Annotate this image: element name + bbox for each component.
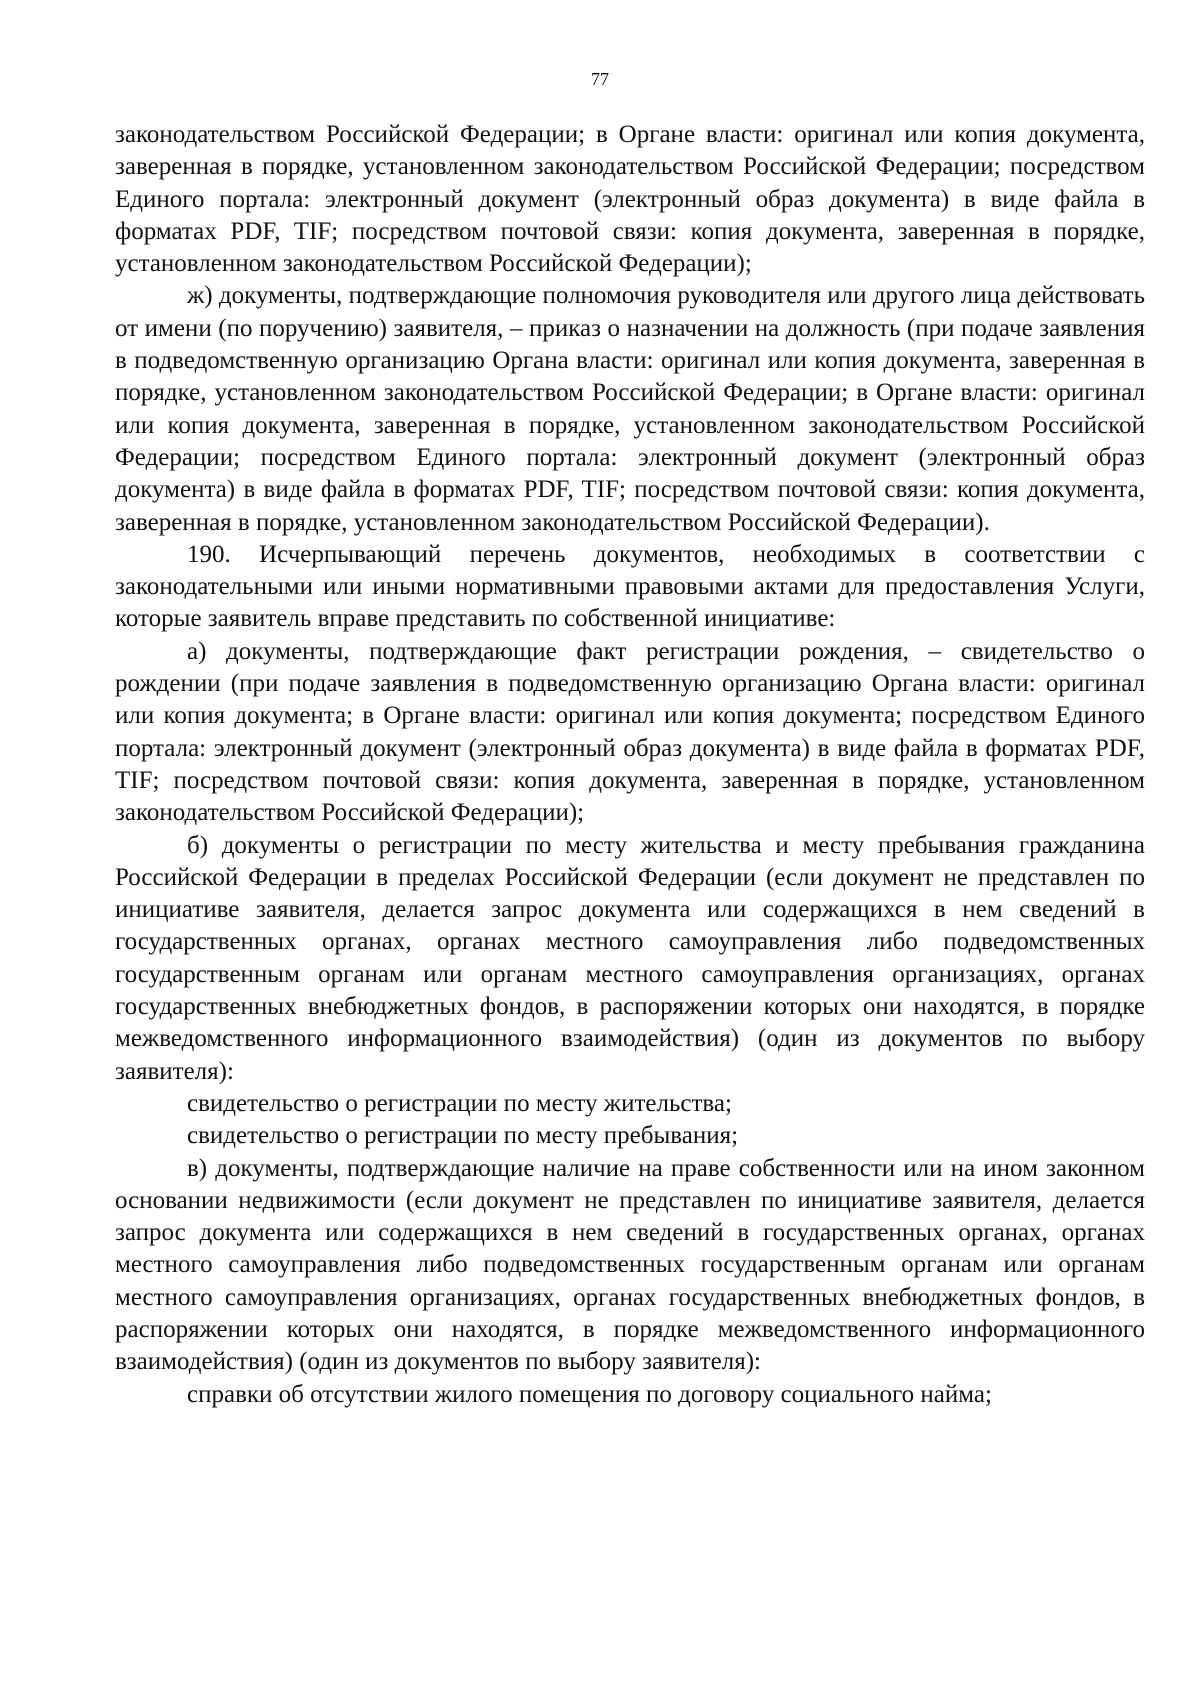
paragraph-stay-certificate: свидетельство о регистрации по месту пребывания; <box>187 1122 739 1150</box>
page-number: 77 <box>591 69 609 89</box>
paragraph-item-b: б) документы о регистрации по месту жительства и месту пребывания гражданина Российской Федерации в пределах Российской Федерации (если документ не представлен по инициативе заявителя, делается запрос документа или содержащихся в нем сведений в государственных органах, органах местного самоуправления либо подведомственных государственным органам или органам местного самоуправления организациях, органах государственных внебюджетных фондов, в распоряжении которых они находятся, в порядке межведомственного информационного взаимодействия) (один из документов по выбору заявителя): <box>115 831 1145 1085</box>
paragraph-residence-certificate: свидетельство о регистрации по месту жительства; <box>187 1089 732 1117</box>
paragraph-item-v: в) документы, подтверждающие наличие на праве собственности или на ином законном основании недвижимости (если документ не представлен по инициативе заявителя, делается запрос документа или содержащихся в нем сведений в государственных органах, органах местного самоуправления либо подведомственных государственным органам или органам местного самоуправления организациях, органах государственных внебюджетных фондов, в распоряжении которых они находятся, в порядке межведомственного информационного взаимодействия) (один из документов по выбору заявителя): <box>115 1154 1145 1376</box>
paragraph-social-lease-certificate: справки об отсутствии жилого помещения по договору социального найма; <box>187 1380 992 1408</box>
document-body <box>115 119 1145 1411</box>
paragraph-item-a: а) документы, подтверждающие факт регистрации рождения, – свидетельство о рождении (при подаче заявления в подведомственную организацию Органа власти: оригинал или копия документа; в Органе власти: оригинал или копия документа; посредством Единого портала: электронный документ (электронный образ документа) в виде файла в форматах PDF, TIF; посредством почтовой связи: копия документа, заверенная в порядке, установленном законодательством Российской Федерации); <box>115 637 1145 827</box>
paragraph-item-zh: ж) документы, подтверждающие полномочия руководителя или другого лица действовать от имени (по поручению) заявителя, – приказ о назначении на должность (при подаче заявления в подведомственную организацию Органа власти: оригинал или копия документа, заверенная в порядке, установленном законодательством Российской Федерации; в Органе власти: оригинал или копия документа, заверенная в порядке, установленном законодательством Российской Федерации; посредством Единого портала: электронный документ (электронный образ документа) в виде файла в форматах PDF, TIF; посредством почтовой связи: копия документа, заверенная в порядке, установленном законодательством Российской Федерации). <box>115 282 1145 536</box>
paragraph-190: 190. Исчерпывающий перечень документов, необходимых в соответствии с законодательными или иными нормативными правовыми актами для предоставления Услуги, которые заявитель вправе представить по собственной инициативе: <box>115 540 1145 633</box>
paragraph-continuation: законодательством Российской Федерации; в Органе власти: оригинал или копия документа, заверенная в порядке, установленном законодательством Российской Федерации; посредством Единого портала: электронный документ (электронный образ документа) в виде файла в форматах PDF, TIF; посредством почтовой связи: копия документа, заверенная в порядке, установленном законодательством Российской Федерации); <box>115 121 1145 278</box>
